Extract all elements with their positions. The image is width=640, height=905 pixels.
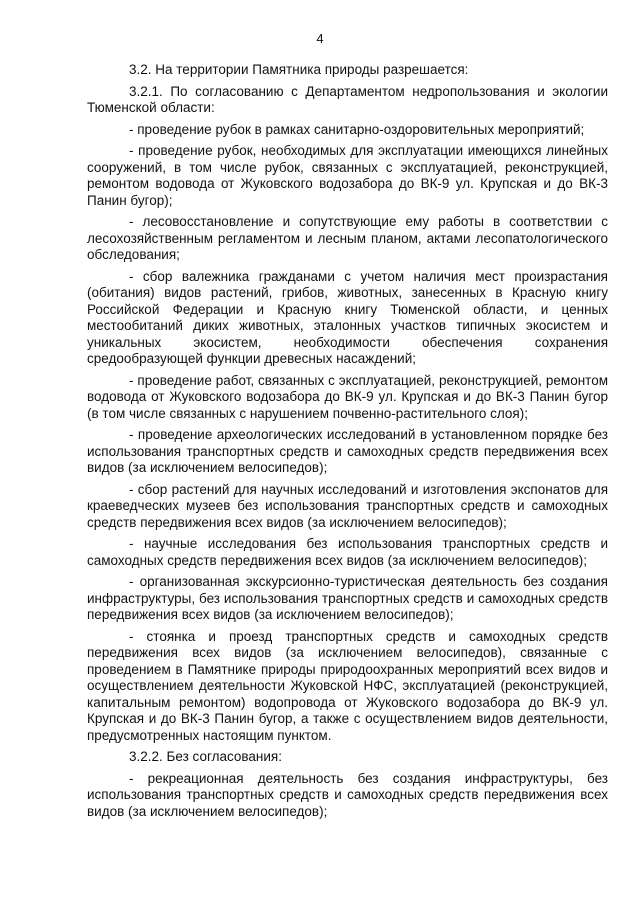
subsection-heading-3-2-1: 3.2.1. По согласованию с Департаментом недропользования и экологии Тюменской области:	[87, 83, 608, 115]
list-item: - сбор валежника гражданами с учетом наличия мест произрастания (обитания) видов растений, грибов, животных, занесенных в Красную книгу Российской Федерации и Красную книгу Тюменской области, и ценных местообитаний диких животных, эталонных участков типичных экосистем и уникальных экосистем, необходимости обеспечения сохранения средообразующей функции древесных насаждений;	[87, 268, 608, 366]
section-heading-3-2: 3.2. На территории Памятника природы разрешается:	[129, 62, 469, 77]
list-item: - проведение рубок, необходимых для эксплуатации имеющихся линейных сооружений, в том числе рубок, связанных с эксплуатацией, реконструкцией, ремонтом водовода от Жуковского водозабора до ВК-9 ул. Крупская и до ВК-3 Панин бугор);	[87, 143, 608, 208]
list-item: - организованная экскурсионно-туристическая деятельность без создания инфраструктуры, без использования транспортных средств и самоходных средств передвижения всех видов (за исключением велосипедов);	[87, 574, 608, 622]
list-item: - проведение археологических исследований в установленном порядке без использования транспортных средств и самоходных средств передвижения всех видов (за исключением велосипедов);	[87, 427, 608, 475]
list-item: - рекреационная деятельность без создания инфраструктуры, без использования транспортных средств и самоходных средств передвижения всех видов (за исключением велосипедов);	[87, 770, 608, 819]
list-item: - проведение рубок в рамках санитарно-оздоровительных мероприятий;	[129, 121, 585, 137]
list-item: - лесовосстановление и сопутствующие ему работы в соответствии с лесохозяйственным регламентом и лесным планом, актами лесопатологического обследования;	[87, 214, 608, 262]
list-item: - сбор растений для научных исследований и изготовления экспонатов для краеведческих музеев без использования транспортных средств и самоходных средств передвижения всех видов (за исключением велосипедов);	[87, 481, 608, 530]
document-body	[87, 62, 608, 825]
list-item: - стоянка и проезд транспортных средств и самоходных средств передвижения всех видов (за исключением велосипедов), связанные с проведением в Памятнике природы природоохранных мероприятий всех видов и осуществлением деятельности Жуковской НФС, эксплуатацией (реконструкцией, капитальным ремонтом) водопровода от Жуковского водозабора до ВК-9 ул. Крупская и до ВК-3 Панин бугор, а также с осуществлением видов деятельности, предусмотренных настоящим пунктом.	[87, 628, 608, 743]
page-number: 4	[316, 31, 324, 46]
subsection-heading-3-2-2: 3.2.2. Без согласования:	[129, 749, 282, 764]
list-item: - научные исследования без использования транспортных средств и самоходных средств передвижения всех видов (за исключением велосипедов);	[87, 536, 608, 568]
list-item: - проведение работ, связанных с эксплуатацией, реконструкцией, ремонтом водовода от Жуковского водозабора до ВК-9 ул. Крупская и до ВК-3 Панин бугор (в том числе связанных с нарушением почвенно-растительного слоя);	[87, 372, 608, 421]
